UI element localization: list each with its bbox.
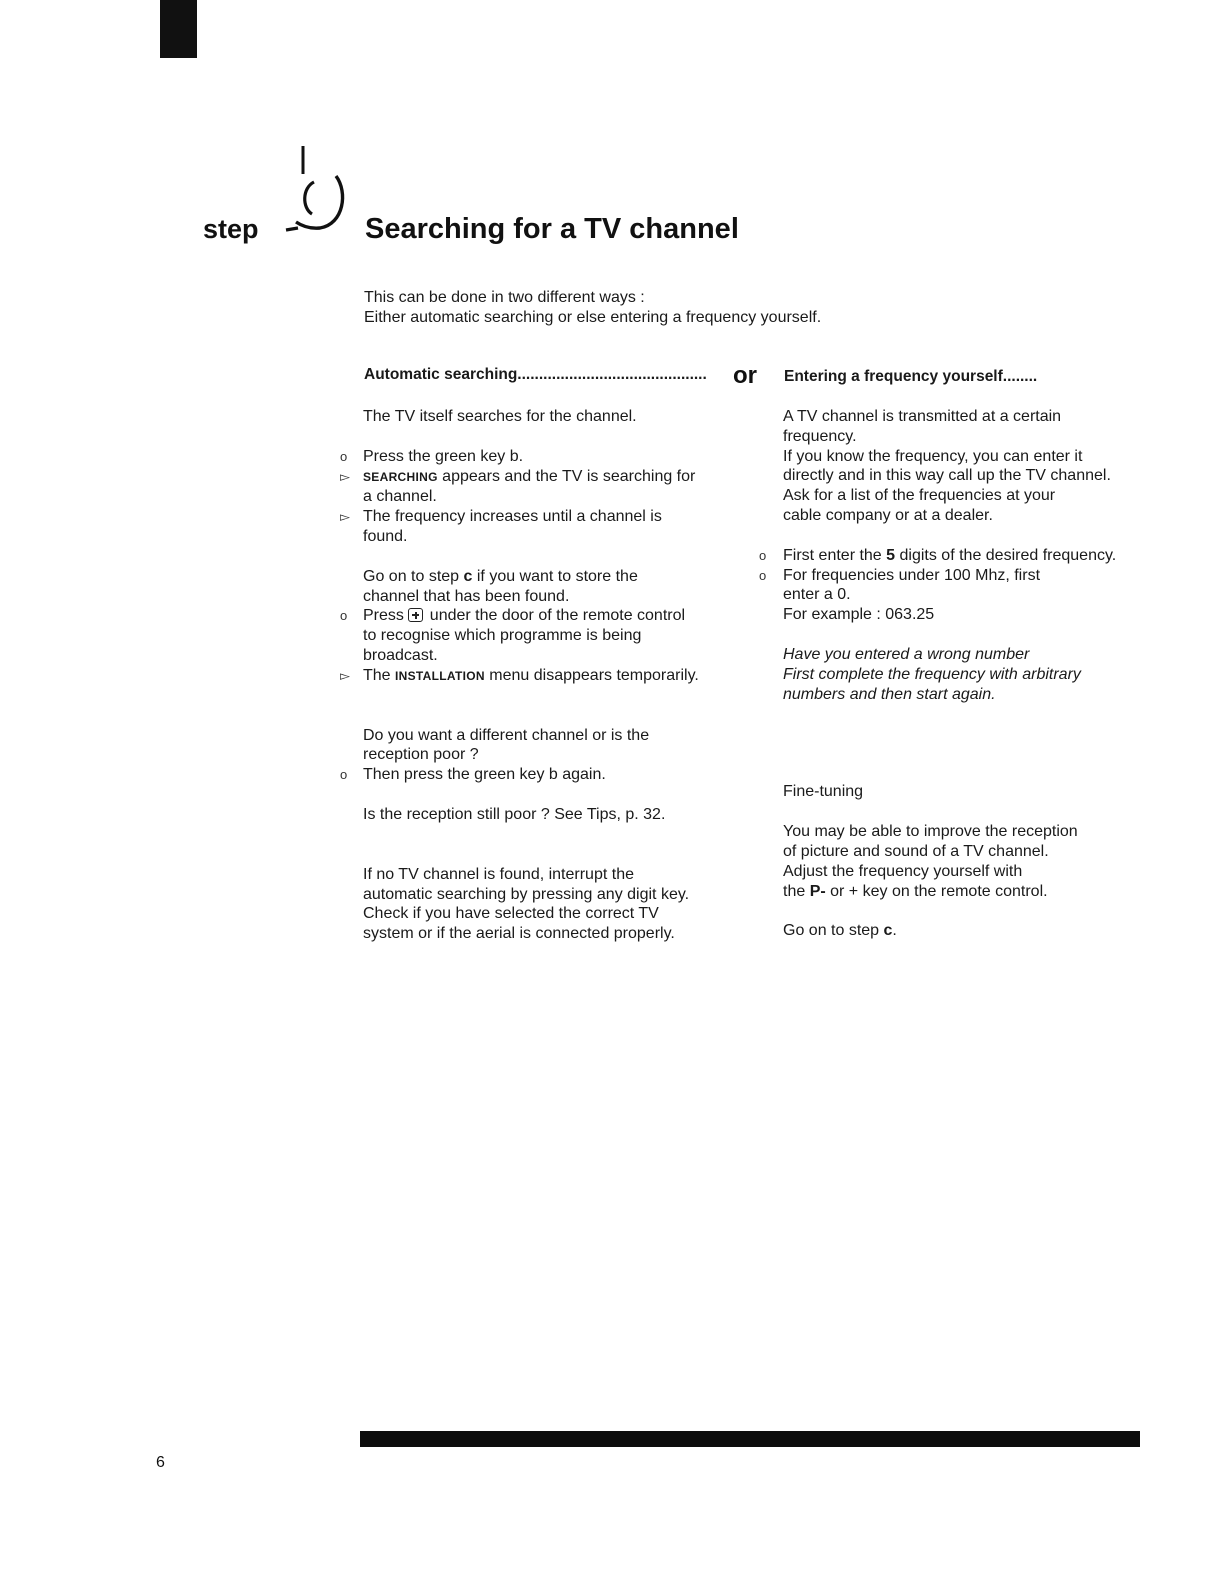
text-line: If no TV channel is found, interrupt the [363, 865, 634, 883]
text-line: You may be able to improve the reception [783, 823, 1078, 841]
text-line: If you know the frequency, you can enter it [783, 447, 1083, 465]
corner-mark [160, 0, 197, 58]
text-line: a channel. [363, 488, 437, 506]
text-line: of picture and sound of a TV channel. [783, 842, 1049, 860]
text-line: Check if you have selected the correct TV [363, 905, 659, 923]
automatic-searching-column [340, 366, 745, 944]
intro-line: This can be done in two different ways : [364, 289, 645, 306]
text-line: system or if the aerial is connected properly. [363, 925, 675, 943]
intro-line: Either automatic searching or else entering a frequency yourself. [364, 309, 822, 326]
page-title: Searching for a TV channel [365, 213, 739, 245]
result-step: ▻ The INSTALLATION menu disappears temporarily. [340, 666, 699, 684]
result-marker: ▻ [340, 509, 350, 525]
text-line: Do you want a different channel or is the [363, 726, 650, 744]
text-line: For example : 063.25 [783, 606, 935, 624]
text-line: Is the reception still poor ? See Tips, p. 32. [363, 805, 666, 823]
action-step: o First enter the 5 digits of the desired frequency. [759, 546, 1117, 564]
text-line: Go on to step c if you want to store the [363, 567, 638, 585]
text-line: found. [363, 527, 408, 545]
result-step: ▻ SEARCHING appears and the TV is searching for [340, 467, 696, 485]
warning-line: Have you entered a wrong number [783, 645, 1030, 663]
or-separator: or [733, 362, 757, 389]
text-line: reception poor ? [363, 746, 479, 764]
action-marker: o [759, 547, 767, 563]
warning-line: numbers and then start again. [783, 685, 996, 703]
bottom-bar [360, 1431, 1140, 1447]
action-marker: o [340, 608, 348, 624]
text-line: Go on to step c. [783, 922, 897, 940]
info-key-icon [408, 608, 423, 622]
text-line: channel that has been found. [363, 587, 570, 605]
result-marker: ▻ [340, 667, 350, 683]
manual-frequency-column [756, 368, 1186, 941]
action-step: o For frequencies under 100 Mhz, first [759, 566, 1041, 584]
result-step: ▻ The frequency increases until a channel is [340, 508, 662, 526]
action-step: o Press under the door of the remote control [340, 607, 686, 625]
text-line: Ask for a list of the frequencies at your [783, 487, 1056, 505]
text-line: to recognise which programme is being [363, 627, 642, 645]
automatic-searching-heading: Automatic searching............................................ [364, 366, 707, 383]
step-label: step [203, 214, 259, 244]
manual-frequency-heading: Entering a frequency yourself........ [784, 368, 1038, 385]
step-number-graphic [284, 140, 360, 250]
text-line: cable company or at a dealer. [783, 506, 993, 524]
text-line: the P- or + key on the remote control. [783, 882, 1048, 900]
action-marker: o [340, 767, 348, 783]
text-line: automatic searching by pressing any digit key. [363, 885, 690, 903]
fine-tuning-heading: Fine-tuning [783, 783, 864, 801]
action-step: o Then press the green key b again. [340, 766, 606, 784]
text-line: broadcast. [363, 646, 438, 664]
text-line: The TV itself searches for the channel. [363, 408, 637, 425]
action-marker: o [759, 567, 767, 583]
text-line: enter a 0. [783, 586, 851, 604]
action-marker: o [340, 448, 348, 464]
warning-line: First complete the frequency with arbitrary [783, 665, 1081, 683]
intro-text [364, 288, 821, 328]
text-line: frequency. [783, 427, 857, 445]
text-line: A TV channel is transmitted at a certain [783, 408, 1062, 425]
text-line: Adjust the frequency yourself with [783, 862, 1023, 880]
action-step: o Press the green key b. [340, 447, 524, 465]
text-line: directly and in this way call up the TV channel. [783, 467, 1111, 485]
page-number: 6 [156, 1454, 165, 1471]
result-marker: ▻ [340, 468, 350, 484]
